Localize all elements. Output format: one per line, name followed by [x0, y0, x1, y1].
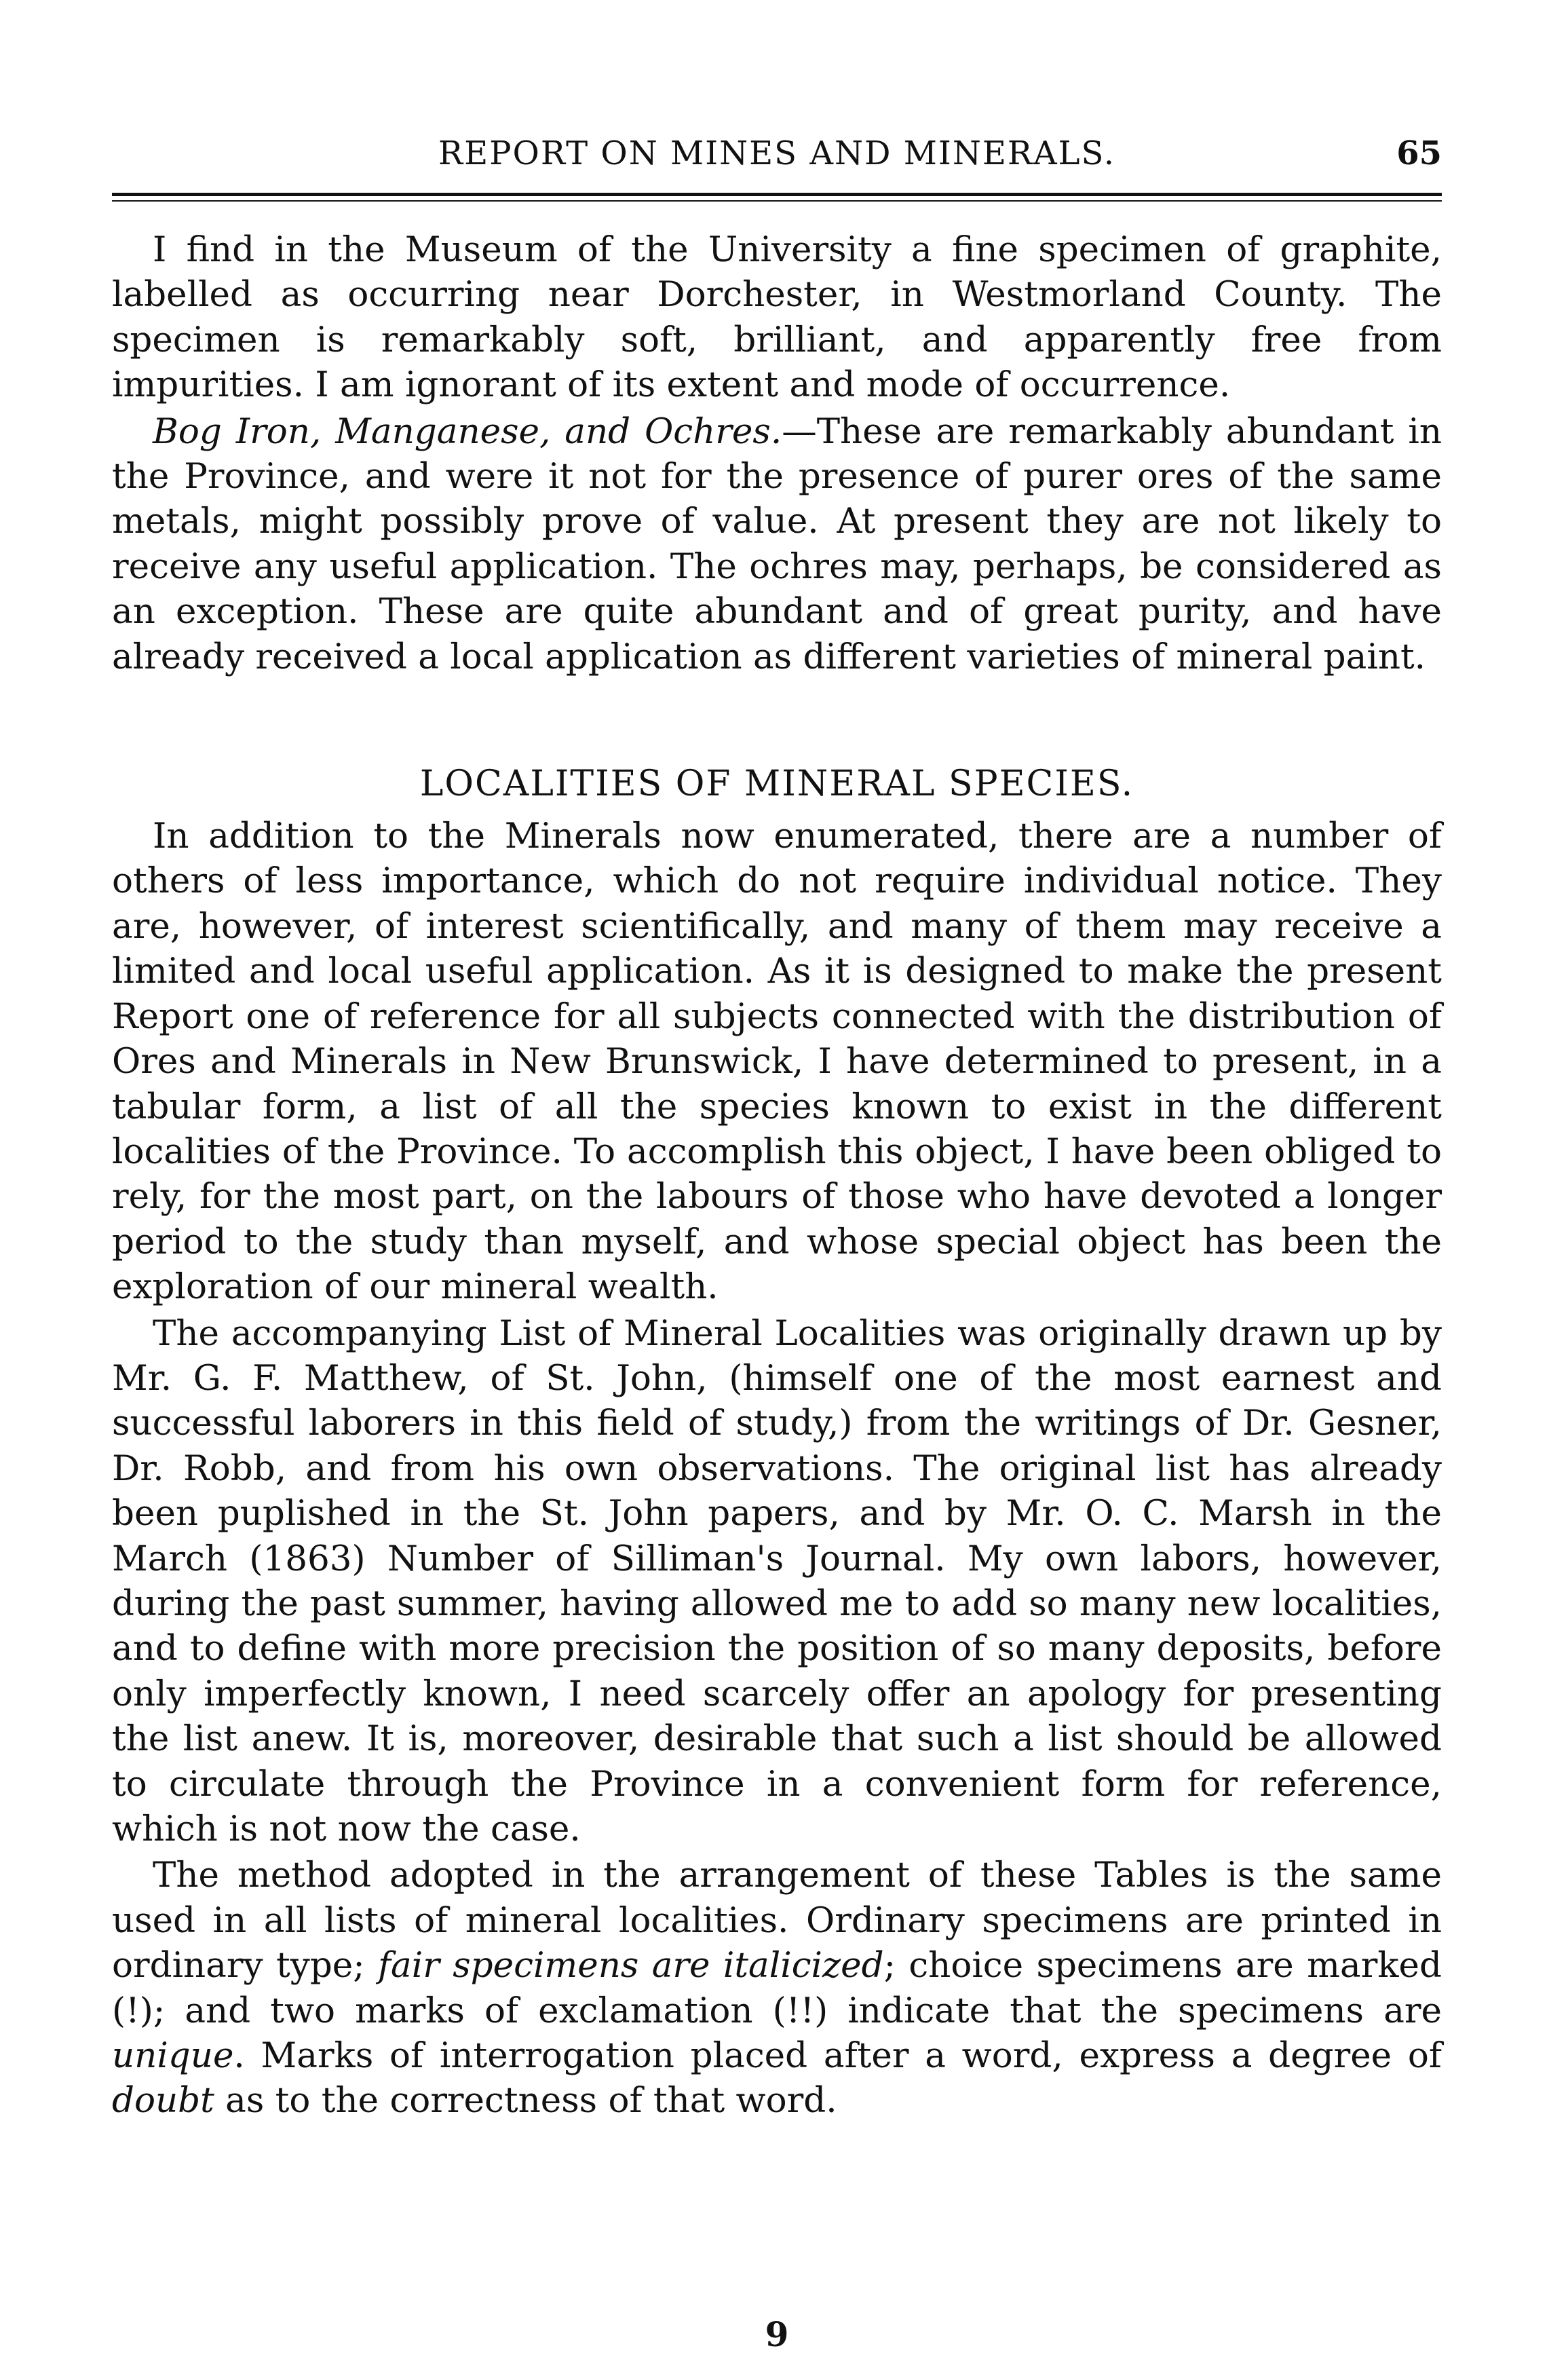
body-text	[112, 227, 1442, 2124]
method-text-e: . Marks of interrogation placed after a word, express a degree of	[233, 2035, 1442, 2077]
paragraph-localities-intro-text: In addition to the Minerals now enumerated, there are a number of others of less importance, which do not require individual notice. They are, however, of interest scientifically, and many of them may receive a limited and local useful application. As it is designed to make the present Report one of reference for all subjects connected with the distribution of Ores and Minerals in New Brunswick, I have determined to present, in a tabular form, a list of all the species known to exist in the different localities of the Province. To accomplish this object, I have been obliged to rely, for the most part, on the labours of those who have devoted a longer period to the study than myself, and whose special object has been the exploration of our mineral wealth.	[112, 816, 1442, 1308]
paragraph-bog-iron	[112, 409, 1442, 679]
section-heading: LOCALITIES OF MINERAL SPECIES.	[419, 764, 1134, 805]
paragraph-graphite	[112, 227, 1442, 408]
header-rule-thin	[112, 200, 1442, 202]
paragraph-graphite-text: I find in the Museum of the University a fine specimen of graphite, labelled as occurring near Dorchester, in Westmorland County. The specimen is remarkably soft, brilliant, and apparently free from impurities. I am ignorant of its extent and mode of occurrence.	[112, 229, 1442, 406]
method-text-a: The method adopted in the arrangement of these Tables is the same used in all lists of mineral localities. Ordinary specimens are printed in ordinary type;	[112, 1855, 1442, 1986]
paragraph-accompanying-list-text: The accompanying List of Mineral Localities was originally drawn up by Mr. G. F. Matthew, of St. John, (himself one of the most earnest and successful laborers in this field of study,) from the writings of Dr. Gesner, Dr. Robb, and from his own observations. The original list has already been puplished in the St. John papers, and by Mr. O. C. Marsh in the March (1863) Number of Silliman's Journal. My own labors, however, during the past summer, having allowed me to add so many new localities, and to define with more precision the position of so many deposits, before only imperfectly known, I need scarcely offer an apology for presenting the list anew. It is, moreover, desirable that such a list should be allowed to circulate through the Province in a convenient form for reference, which is not now the case.	[112, 1313, 1442, 1849]
paragraph-method	[112, 1853, 1442, 2123]
method-text-c: ; choice specimens are marked (!); and two marks of exclamation (!!) indicate that the specimens are	[112, 1945, 1442, 2031]
method-text-unique-italic: unique	[112, 2035, 234, 2077]
method-text-g: as to the correctness of that word.	[214, 2080, 837, 2122]
page	[112, 129, 1442, 2354]
running-header	[112, 129, 1442, 183]
paragraph-localities-intro	[112, 814, 1442, 1309]
header-title: REPORT ON MINES AND MINERALS.	[438, 134, 1115, 172]
signature-mark: 9	[765, 2314, 789, 2354]
paragraph-accompanying-list	[112, 1311, 1442, 1852]
page-number: 65	[1396, 134, 1442, 172]
method-text-doubt-italic: doubt	[112, 2080, 214, 2122]
paragraph-bog-iron-text: —These are remarkably abundant in the Province, and were it not for the presence of purer ores of the same metals, might possibly prove of value. At present they are not likely to receive any useful application. The ochres may, perhaps, be considered as an exception. These are quite abundant and of great purity, and have already received a local application as different varieties of mineral paint.	[112, 411, 1442, 677]
paragraph-bog-iron-lead: Bog Iron, Manganese, and Ochres.	[153, 411, 782, 452]
header-rule-thick	[112, 193, 1442, 196]
method-text-fair-italic: fair specimens are italicized	[378, 1945, 884, 1986]
